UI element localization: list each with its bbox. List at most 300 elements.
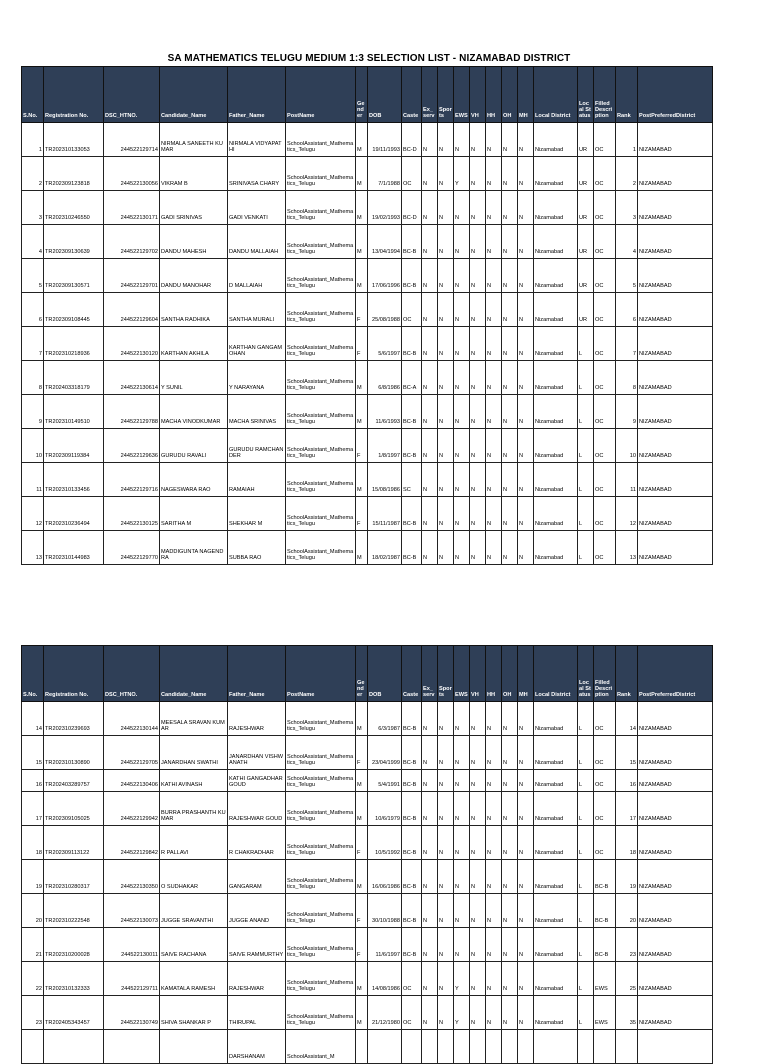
cell-dsc-htno: 244522129604 [104,293,160,327]
cell-caste: BC-B [402,429,422,463]
cell-post-preferred-district [638,1030,713,1064]
cell-sports: N [438,429,454,463]
cell-gender: M [356,259,368,293]
cell-sports: N [438,293,454,327]
cell-filled-description: OC [594,826,616,860]
cell-father-name: KARTHAN GANGAMOHAN [228,327,286,361]
cell-ex-serv: N [422,123,438,157]
cell-local-district [534,1030,578,1064]
cell-post-preferred-district: NIZAMABAD [638,736,713,770]
table-body [22,702,713,1064]
cell-post-name: SchoolAssistant_Mathematics_Telugu [286,826,356,860]
cell-sno: 12 [22,497,44,531]
cell-hh: N [486,702,502,736]
cell-registration-no: TR202310280317 [44,860,104,894]
cell-candidate-name: SAIVE RACHANA [160,928,228,962]
cell-sports: N [438,770,454,792]
cell-local-status: L [578,792,594,826]
cell-post-name: SchoolAssistant_Mathematics_Telugu [286,996,356,1030]
cell-ews: N [454,293,470,327]
cell-dsc-htno: 244522129714 [104,123,160,157]
cell-rank: 25 [616,962,638,996]
column-header-candidate-name: Candidate_Name [160,646,228,702]
cell-post-name: SchoolAssistant_Mathematics_Telugu [286,429,356,463]
cell-filled-description: OC [594,792,616,826]
cell-oh: N [502,826,518,860]
cell-post-preferred-district: NIZAMABAD [638,327,713,361]
cell-ex-serv: N [422,259,438,293]
cell-post-preferred-district: NIZAMABAD [638,860,713,894]
cell-dob: 19/11/1993 [368,123,402,157]
cell-local-district: Nizamabad [534,123,578,157]
cell-post-preferred-district: NIZAMABAD [638,531,713,565]
cell-ews: N [454,792,470,826]
table-row [22,191,713,225]
cell-sno: 3 [22,191,44,225]
cell-caste: BC-B [402,770,422,792]
cell-dob: 10/6/1979 [368,792,402,826]
cell-dsc-htno: 244522130073 [104,894,160,928]
cell-local-status: L [578,736,594,770]
cell-oh [502,1030,518,1064]
cell-filled-description: EWS [594,996,616,1030]
cell-rank: 18 [616,826,638,860]
cell-gender: F [356,327,368,361]
cell-caste: BC-B [402,792,422,826]
cell-sno: 4 [22,225,44,259]
cell-registration-no: TR202405343457 [44,996,104,1030]
cell-post-name: SchoolAssistant_M [286,1030,356,1064]
cell-post-name: SchoolAssistant_Mathematics_Telugu [286,860,356,894]
cell-dsc-htno: 244522130056 [104,157,160,191]
cell-candidate-name: Y SUNIL [160,361,228,395]
table-row [22,293,713,327]
cell-vh: N [470,395,486,429]
cell-sno: 1 [22,123,44,157]
cell-registration-no: TR202310222548 [44,894,104,928]
cell-dsc-htno: 244522130011 [104,928,160,962]
cell-post-name: SchoolAssistant_Mathematics_Telugu [286,531,356,565]
selection-table-1 [21,66,713,565]
cell-gender: M [356,860,368,894]
cell-father-name: SANTHA MURALI [228,293,286,327]
cell-gender [356,1030,368,1064]
cell-local-district: Nizamabad [534,702,578,736]
column-header-ex-serv: Ex_serv [422,646,438,702]
cell-ex-serv: N [422,736,438,770]
cell-gender: M [356,702,368,736]
cell-local-district: Nizamabad [534,497,578,531]
cell-filled-description: OC [594,429,616,463]
cell-ews: N [454,531,470,565]
cell-sno: 21 [22,928,44,962]
cell-vh: N [470,962,486,996]
cell-post-name: SchoolAssistant_Mathematics_Telugu [286,395,356,429]
cell-sno: 18 [22,826,44,860]
cell-registration-no: TR202310200028 [44,928,104,962]
cell-sno: 15 [22,736,44,770]
cell-father-name: DANDU MALLAIAH [228,225,286,259]
cell-rank: 17 [616,792,638,826]
cell-dsc-htno: 244522130125 [104,497,160,531]
cell-filled-description: OC [594,702,616,736]
cell-dsc-htno: 244522129942 [104,792,160,826]
cell-rank: 14 [616,702,638,736]
cell-caste: OC [402,996,422,1030]
table-row [22,996,713,1030]
cell-hh: N [486,157,502,191]
cell-oh: N [502,395,518,429]
cell-registration-no: TR202310144983 [44,531,104,565]
column-header-oh: OH [502,646,518,702]
cell-rank [616,1030,638,1064]
column-header-rank: Rank [616,67,638,123]
cell-gender: F [356,497,368,531]
cell-filled-description: EWS [594,962,616,996]
cell-registration-no: TR202309123818 [44,157,104,191]
column-header-post-preferred-district: PostPreferredDistrict [638,67,713,123]
cell-caste: BC-B [402,327,422,361]
cell-post-preferred-district: NIZAMABAD [638,894,713,928]
cell-rank: 35 [616,996,638,1030]
cell-local-district: Nizamabad [534,962,578,996]
cell-sports: N [438,497,454,531]
cell-hh: N [486,996,502,1030]
cell-local-district: Nizamabad [534,463,578,497]
cell-ex-serv: N [422,225,438,259]
cell-vh: N [470,531,486,565]
cell-hh: N [486,962,502,996]
cell-caste: OC [402,157,422,191]
cell-sports: N [438,395,454,429]
table-row [22,962,713,996]
cell-local-status: UR [578,123,594,157]
cell-ews: N [454,736,470,770]
cell-sno: 13 [22,531,44,565]
cell-mh: N [518,361,534,395]
cell-ex-serv [422,1030,438,1064]
cell-mh: N [518,259,534,293]
cell-father-name: Y NARAYANA [228,361,286,395]
table-row [22,259,713,293]
cell-rank: 10 [616,429,638,463]
table-row [22,826,713,860]
cell-hh: N [486,225,502,259]
cell-dob: 23/04/1999 [368,736,402,770]
cell-mh: N [518,157,534,191]
cell-hh: N [486,826,502,860]
cell-rank: 2 [616,157,638,191]
cell-registration-no: TR202310246550 [44,191,104,225]
cell-ews: Y [454,962,470,996]
table-row [22,928,713,962]
cell-ews: N [454,894,470,928]
cell-candidate-name: SARITHA M [160,497,228,531]
cell-father-name: SRINIVASA CHARY [228,157,286,191]
cell-local-status: UR [578,293,594,327]
cell-dsc-htno: 244522129842 [104,826,160,860]
cell-vh: N [470,894,486,928]
cell-caste: OC [402,962,422,996]
cell-sno: 7 [22,327,44,361]
cell-oh: N [502,463,518,497]
column-header-vh: VH [470,67,486,123]
cell-dob: 6/3/1987 [368,702,402,736]
cell-gender: M [356,463,368,497]
cell-sports: N [438,225,454,259]
cell-filled-description: OC [594,191,616,225]
column-header-post-name: PostName [286,67,356,123]
cell-dsc-htno: 244522129716 [104,463,160,497]
cell-caste: OC [402,293,422,327]
column-header-local-status: Local Status [578,67,594,123]
cell-registration-no: TR202309113122 [44,826,104,860]
cell-local-status: L [578,826,594,860]
cell-caste: BC-B [402,736,422,770]
cell-vh: N [470,928,486,962]
cell-ews: N [454,770,470,792]
column-header-oh: OH [502,67,518,123]
cell-dob: 18/02/1987 [368,531,402,565]
cell-oh: N [502,962,518,996]
cell-caste: BC-B [402,702,422,736]
cell-gender: F [356,894,368,928]
cell-mh: N [518,928,534,962]
cell-vh: N [470,259,486,293]
cell-post-name: SchoolAssistant_Mathematics_Telugu [286,123,356,157]
cell-mh: N [518,327,534,361]
cell-father-name: THIRUPAL [228,996,286,1030]
cell-hh: N [486,259,502,293]
cell-sno: 17 [22,792,44,826]
cell-gender: M [356,123,368,157]
cell-dob: 13/04/1994 [368,225,402,259]
cell-dsc-htno: 244522130614 [104,361,160,395]
cell-local-status: L [578,860,594,894]
cell-dob: 16/06/1986 [368,860,402,894]
cell-father-name: GANGARAM [228,860,286,894]
cell-oh: N [502,860,518,894]
cell-candidate-name: DANDU MANOHAR [160,259,228,293]
cell-father-name: SAIVE RAMMURTHY [228,928,286,962]
cell-post-name: SchoolAssistant_Mathematics_Telugu [286,736,356,770]
cell-local-status: L [578,770,594,792]
cell-candidate-name: JANARDHAN SWATHI [160,736,228,770]
cell-sno: 5 [22,259,44,293]
cell-post-preferred-district: NIZAMABAD [638,395,713,429]
cell-ews: N [454,928,470,962]
cell-dob: 25/08/1988 [368,293,402,327]
cell-ews: N [454,463,470,497]
cell-oh: N [502,259,518,293]
column-header-rank: Rank [616,646,638,702]
cell-caste: BC-D [402,123,422,157]
column-header-dsc-htno: DSC_HTNO. [104,646,160,702]
column-header-father-name: Father_Name [228,646,286,702]
cell-hh: N [486,736,502,770]
document-title: SA MATHEMATICS TELUGU MEDIUM 1:3 SELECTION LIST - NIZAMABAD DISTRICT [167,53,571,64]
column-header-vh: VH [470,646,486,702]
cell-ex-serv: N [422,928,438,962]
cell-dob: 17/06/1996 [368,259,402,293]
cell-rank: 23 [616,928,638,962]
cell-caste: BC-B [402,826,422,860]
cell-sports: N [438,123,454,157]
cell-local-status: L [578,429,594,463]
cell-registration-no: TR202310239693 [44,702,104,736]
cell-oh: N [502,792,518,826]
cell-hh: N [486,429,502,463]
table-row [22,770,713,792]
cell-dsc-htno: 244522130749 [104,996,160,1030]
cell-candidate-name: O SUDHAKAR [160,860,228,894]
cell-father-name: JANARDHAN VISHWANATH [228,736,286,770]
cell-caste: BC-D [402,191,422,225]
cell-sports: N [438,996,454,1030]
table-row [22,157,713,191]
cell-dob: 5/6/1997 [368,327,402,361]
cell-vh [470,1030,486,1064]
cell-hh: N [486,531,502,565]
cell-gender: M [356,395,368,429]
cell-local-district: Nizamabad [534,327,578,361]
table-row [22,702,713,736]
table-row [22,497,713,531]
cell-gender: F [356,293,368,327]
cell-local-district: Nizamabad [534,259,578,293]
cell-dsc-htno: 244522129705 [104,736,160,770]
table-row [22,860,713,894]
cell-registration-no: TR202309130571 [44,259,104,293]
cell-dsc-htno: 244522129711 [104,962,160,996]
cell-caste: BC-B [402,894,422,928]
cell-local-status: L [578,996,594,1030]
cell-hh: N [486,860,502,894]
cell-ex-serv: N [422,293,438,327]
cell-father-name: MACHA SRINIVAS [228,395,286,429]
cell-post-preferred-district: NIZAMABAD [638,259,713,293]
cell-caste: BC-A [402,361,422,395]
cell-sports: N [438,826,454,860]
cell-ews: N [454,191,470,225]
table-row [22,894,713,928]
cell-filled-description: OC [594,157,616,191]
cell-post-preferred-district: NIZAMABAD [638,497,713,531]
cell-sno [22,1030,44,1064]
cell-post-preferred-district: NIZAMABAD [638,702,713,736]
cell-registration-no: TR202309130639 [44,225,104,259]
cell-father-name: SHEKHAR M [228,497,286,531]
cell-local-district: Nizamabad [534,736,578,770]
cell-oh: N [502,293,518,327]
cell-mh: N [518,894,534,928]
cell-local-district: Nizamabad [534,157,578,191]
cell-mh: N [518,463,534,497]
cell-father-name: RAJESHWAR [228,702,286,736]
cell-post-name: SchoolAssistant_Mathematics_Telugu [286,792,356,826]
cell-vh: N [470,702,486,736]
column-header-sports: Sports [438,646,454,702]
cell-ews: N [454,702,470,736]
cell-dob: 30/10/1988 [368,894,402,928]
cell-ex-serv: N [422,497,438,531]
cell-rank: 9 [616,395,638,429]
cell-candidate-name: NIRMALA SANEETH KUMAR [160,123,228,157]
cell-local-district: Nizamabad [534,860,578,894]
cell-post-name: SchoolAssistant_Mathematics_Telugu [286,259,356,293]
cell-sports [438,1030,454,1064]
cell-sno: 23 [22,996,44,1030]
cell-dsc-htno: 244522130120 [104,327,160,361]
cell-ex-serv: N [422,860,438,894]
cell-registration-no: TR202309108445 [44,293,104,327]
cell-candidate-name: MACHA VINODKUMAR [160,395,228,429]
cell-oh: N [502,894,518,928]
cell-post-preferred-district: NIZAMABAD [638,826,713,860]
cell-father-name: RAJESHWAR [228,962,286,996]
column-header-caste: Caste [402,67,422,123]
cell-caste: SC [402,463,422,497]
cell-gender: M [356,225,368,259]
column-header-sno: S.No. [22,646,44,702]
cell-dsc-htno: 244522130350 [104,860,160,894]
cell-vh: N [470,996,486,1030]
cell-candidate-name: VIKRAM B [160,157,228,191]
cell-hh: N [486,293,502,327]
column-header-ex-serv: Ex_serv [422,67,438,123]
cell-ex-serv: N [422,395,438,429]
cell-rank: 6 [616,293,638,327]
cell-father-name: GURUDU RAMCHANDER [228,429,286,463]
cell-sno: 20 [22,894,44,928]
cell-candidate-name: JUGGE SRAVANTHI [160,894,228,928]
cell-candidate-name: R PALLAVI [160,826,228,860]
cell-ews: Y [454,996,470,1030]
cell-sports: N [438,463,454,497]
cell-local-district: Nizamabad [534,395,578,429]
cell-ews: N [454,361,470,395]
cell-father-name: RAJESHWAR GOUD [228,792,286,826]
cell-dsc-htno: 244522130144 [104,702,160,736]
cell-vh: N [470,123,486,157]
cell-sports: N [438,361,454,395]
cell-vh: N [470,361,486,395]
cell-oh: N [502,702,518,736]
cell-oh: N [502,191,518,225]
cell-sno: 22 [22,962,44,996]
table-header-row [22,646,713,702]
cell-vh: N [470,327,486,361]
cell-mh: N [518,225,534,259]
column-header-caste: Caste [402,646,422,702]
cell-caste: BC-B [402,928,422,962]
cell-sno: 2 [22,157,44,191]
column-header-mh: MH [518,646,534,702]
cell-hh: N [486,792,502,826]
cell-hh: N [486,894,502,928]
cell-mh: N [518,736,534,770]
cell-gender: M [356,770,368,792]
column-header-filled-description: Filled Description [594,67,616,123]
cell-caste: BC-B [402,860,422,894]
cell-local-district: Nizamabad [534,191,578,225]
cell-rank: 5 [616,259,638,293]
cell-sno: 9 [22,395,44,429]
column-header-sports: Sports [438,67,454,123]
cell-father-name: KATHI GANGADHAR GOUD [228,770,286,792]
cell-local-status: L [578,702,594,736]
cell-caste: BC-B [402,259,422,293]
